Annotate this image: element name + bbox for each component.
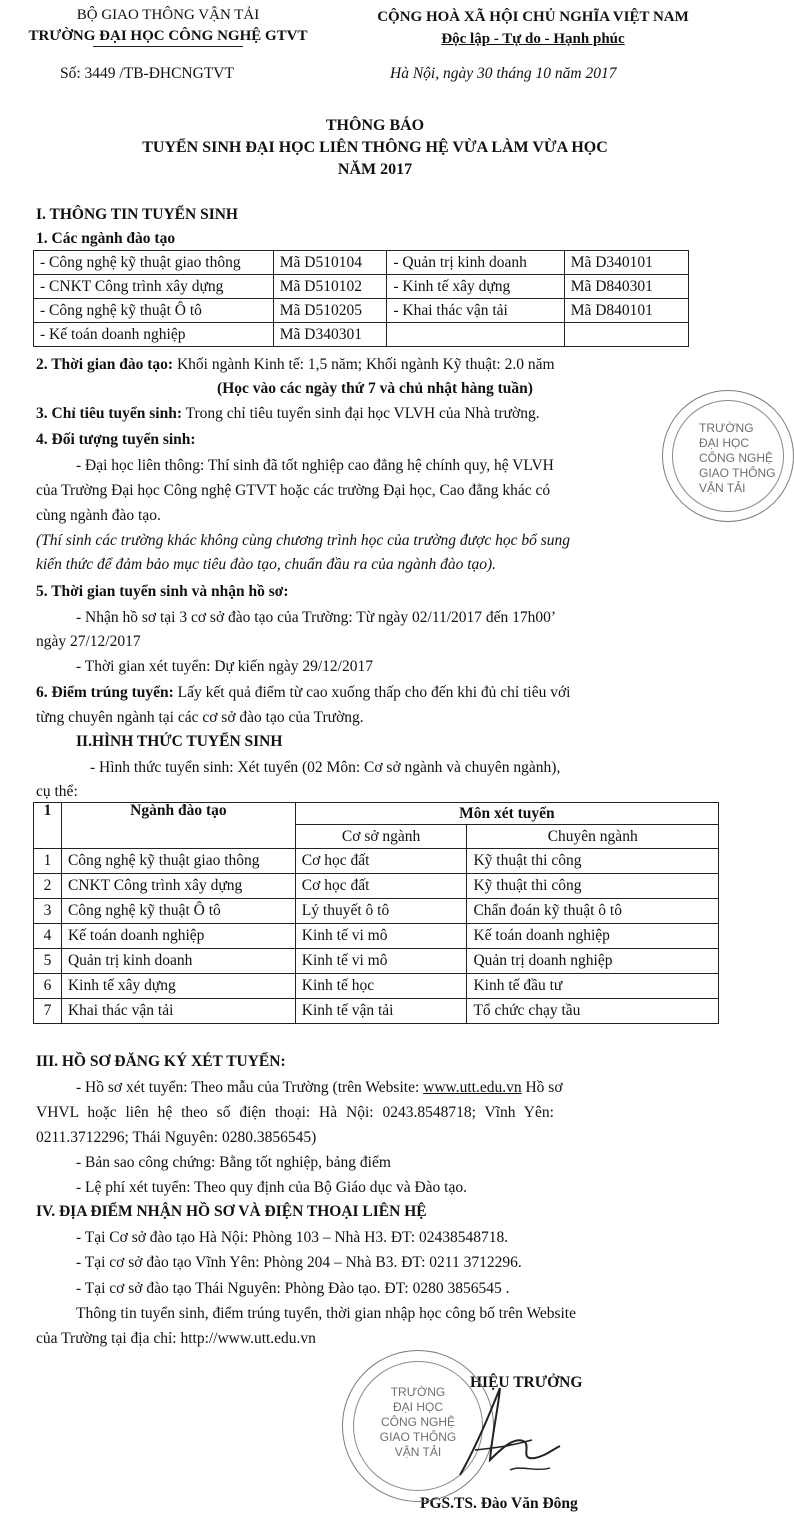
subject-row (34, 874, 719, 899)
section2-heading: II.HÌNH THỨC TUYỂN SINH (76, 733, 283, 750)
row-number: 5 (34, 949, 62, 974)
major-code-cell: Mã D840101 (564, 299, 688, 323)
score (36, 685, 570, 701)
section1-heading: I. THÔNG TIN TUYỂN SINH (36, 206, 238, 223)
school-name: TRƯỜNG ĐẠI HỌC CÔNG NGHỆ GTVT (28, 28, 308, 44)
section3-line1 (76, 1080, 563, 1096)
major-code-cell: Mã D840301 (564, 275, 688, 299)
header-divider (18, 46, 318, 47)
row-number: 2 (34, 874, 62, 899)
period-line3: - Thời gian xét tuyển: Dự kiến ngày 29/12/2017 (76, 658, 373, 675)
row-major: Khai thác vận tải (61, 999, 295, 1024)
row-base-subject: Kinh tế vận tải (295, 999, 467, 1024)
title-line1: THÔNG BÁO (325, 117, 425, 134)
period-line1: - Nhận hồ sơ tại 3 cơ sở đào tạo của Trường: Từ ngày 02/11/2017 đến 17h00’ (76, 609, 557, 626)
major-name-cell (387, 323, 564, 347)
period-label: 5. Thời gian tuyển sinh và nhận hồ sơ: (36, 583, 289, 600)
section4-line3: - Tại cơ sở đào tạo Thái Nguyên: Phòng Đào tạo. ĐT: 0280 3856545 . (76, 1280, 510, 1297)
quota (36, 406, 540, 422)
row-special-subject: Tổ chức chạy tầu (467, 999, 719, 1024)
section3-line1a: - Hồ sơ xét tuyển: Theo mẫu của Trường (trên Website: (76, 1079, 424, 1096)
col-subjects-header: Môn xét tuyển (295, 803, 718, 825)
margin-stamp-line-1: TRƯỜNG (699, 421, 754, 435)
major-code-cell: Mã D340101 (564, 251, 688, 275)
row-number: 6 (34, 974, 62, 999)
row-base-subject: Kinh tế vi mô (295, 949, 467, 974)
col-base-header: Cơ sở ngành (295, 825, 467, 849)
row-major: Kinh tế xây dựng (61, 974, 295, 999)
section3-line5: - Lệ phí xét tuyển: Theo quy định của Bộ Giáo dục và Đào tạo. (76, 1179, 467, 1196)
major-code-cell: Mã D510104 (273, 251, 387, 275)
row-special-subject: Kế toán doanh nghiệp (467, 924, 719, 949)
row-major: CNKT Công trình xây dựng (61, 874, 295, 899)
website-link[interactable]: www.utt.edu.vn (423, 1079, 522, 1096)
major-name-cell: - Khai thác vận tải (387, 299, 564, 323)
major-name-cell: - Công nghệ kỹ thuật Ô tô (34, 299, 274, 323)
stamp-line-2: ĐẠI HỌC (392, 1400, 443, 1414)
section3-line3: 0211.3712296; Thái Nguyên: 0280.3856545) (36, 1129, 317, 1146)
section4-line1: - Tại Cơ sở đào tạo Hà Nội: Phòng 103 – Nhà H3. ĐT: 02438548718. (76, 1229, 509, 1246)
section1-sub1: 1. Các ngành đào tạo (36, 230, 176, 247)
major-code-cell: Mã D510205 (273, 299, 387, 323)
section4-heading: IV. ĐỊA ĐIỂM NHẬN HỒ SƠ VÀ ĐIỆN THOẠI LIÊN HỆ (36, 1203, 427, 1220)
major-code-cell: Mã D510102 (273, 275, 387, 299)
title-line3: NĂM 2017 (337, 161, 413, 178)
subject-row (34, 899, 719, 924)
section2-line2: cụ thể: (36, 783, 78, 800)
section4-line5: của Trường tại địa chỉ: http://www.utt.edu.vn (36, 1330, 316, 1347)
majors-row (34, 275, 689, 299)
training-time-label: 2. Thời gian đào tạo: (36, 356, 174, 373)
subject-row (34, 849, 719, 874)
training-time-note: (Học vào các ngày thứ 7 và chủ nhật hàng tuần) (217, 380, 533, 397)
col-no-header: 1 (34, 803, 62, 849)
majors-row (34, 251, 689, 275)
row-number: 1 (34, 849, 62, 874)
major-name-cell: - Quản trị kinh doanh (387, 251, 564, 275)
margin-stamp (662, 390, 794, 522)
section4-line2: - Tại cơ sở đào tạo Vĩnh Yên: Phòng 204 – Nhà B3. ĐT: 0211 3712296. (76, 1254, 522, 1271)
quota-text: Trong chỉ tiêu tuyển sinh đại học VLVH của Nhà trường. (182, 405, 540, 422)
row-base-subject: Kinh tế vi mô (295, 924, 467, 949)
row-base-subject: Cơ học đất (295, 874, 467, 899)
margin-stamp-line-4: GIAO THÔNG (699, 466, 776, 480)
section3-line2: VHVL hoặc liên hệ theo số điện thoại: Hà Nội: 0243.8548718; Vĩnh Yên: (36, 1104, 554, 1121)
document-number: Số: 3449 /TB-ĐHCNGTVT (60, 65, 234, 82)
majors-row (34, 323, 689, 347)
majors-table (33, 250, 689, 347)
period-line2: ngày 27/12/2017 (36, 633, 141, 650)
row-major: Kế toán doanh nghiệp (61, 924, 295, 949)
major-code-cell: Mã D340301 (273, 323, 387, 347)
row-base-subject: Kinh tế học (295, 974, 467, 999)
row-special-subject: Quản trị doanh nghiệp (467, 949, 719, 974)
republic-name: CỘNG HOÀ XÃ HỘI CHỦ NGHĨA VIỆT NAM (377, 9, 689, 25)
training-time-text: Khối ngành Kinh tế: 1,5 năm; Khối ngành Kỹ thuật: 2.0 năm (173, 356, 555, 373)
target-italic1: (Thí sinh các trường khác không cùng chương trình học của trường được học bổ sung (36, 532, 570, 549)
section4-line4: Thông tin tuyển sinh, điểm trúng tuyển, thời gian nhập học công bố trên Website (76, 1305, 576, 1322)
margin-stamp-line-2: ĐẠI HỌC (699, 436, 750, 450)
document-date: Hà Nội, ngày 30 tháng 10 năm 2017 (390, 65, 617, 82)
margin-stamp-line-5: VẬN TẢI (699, 481, 746, 495)
row-special-subject: Kinh tế đầu tư (467, 974, 719, 999)
stamp-line-1: TRƯỜNG (390, 1385, 446, 1399)
row-special-subject: Kỹ thuật thi công (467, 849, 719, 874)
target-line1: - Đại học liên thông: Thí sinh đã tốt nghiệp cao đẳng hệ chính quy, hệ VLVH (76, 457, 554, 474)
row-major: Công nghệ kỹ thuật giao thông (61, 849, 295, 874)
subject-row (34, 924, 719, 949)
quota-label: 3. Chỉ tiêu tuyển sinh: (36, 405, 182, 422)
target-label: 4. Đối tượng tuyển sinh: (36, 431, 196, 448)
row-base-subject: Cơ học đất (295, 849, 467, 874)
row-special-subject: Chẩn đoán kỹ thuật ô tô (467, 899, 719, 924)
training-time (36, 357, 555, 373)
row-base-subject: Lý thuyết ô tô (295, 899, 467, 924)
row-special-subject: Kỹ thuật thi công (467, 874, 719, 899)
major-name-cell: - CNKT Công trình xây dựng (34, 275, 274, 299)
target-italic2: kiến thức để đảm bảo mục tiêu đào tạo, chuẩn đầu ra của ngành đào tạo). (36, 556, 497, 573)
subject-row (34, 974, 719, 999)
section2-line1: - Hình thức tuyển sinh: Xét tuyển (02 Môn: Cơ sở ngành và chuyên ngành), (90, 759, 561, 776)
stamp-line-5: VẬN TẢI (394, 1445, 442, 1459)
score-label: 6. Điểm trúng tuyển: (36, 684, 174, 701)
target-line2: của Trường Đại học Công nghệ GTVT hoặc các trường Đại học, Cao đẳng khác có (36, 482, 551, 499)
col-major-header: Ngành đào tạo (61, 803, 295, 849)
subjects-table (33, 802, 719, 1024)
motto: Độc lập - Tự do - Hạnh phúc (441, 31, 625, 47)
majors-row (34, 299, 689, 323)
stamp-line-3: CÔNG NGHỆ (380, 1415, 455, 1429)
stamp-line-4: GIAO THÔNG (379, 1430, 457, 1444)
row-number: 4 (34, 924, 62, 949)
subject-row (34, 999, 719, 1024)
section3-heading: III. HỒ SƠ ĐĂNG KÝ XÉT TUYỂN: (36, 1053, 286, 1070)
section3-line1b: Hồ sơ (521, 1079, 563, 1096)
ministry-name: BỘ GIAO THÔNG VẬN TẢI (76, 7, 260, 23)
major-code-cell (564, 323, 688, 347)
col-special-header: Chuyên ngành (467, 825, 719, 849)
row-major: Quản trị kinh doanh (61, 949, 295, 974)
signer-name: PGS.TS. Đào Văn Đông (420, 1495, 578, 1512)
title-line2: TUYỂN SINH ĐẠI HỌC LIÊN THÔNG HỆ VỪA LÀM VỪA HỌC (142, 139, 608, 156)
row-number: 7 (34, 999, 62, 1024)
score-line1: Lấy kết quả điểm từ cao xuống thấp cho đến khi đủ chỉ tiêu với (173, 684, 571, 701)
signer-title: HIỆU TRƯỞNG (470, 1374, 583, 1391)
major-name-cell: - Kế toán doanh nghiệp (34, 323, 274, 347)
subject-row (34, 949, 719, 974)
margin-stamp-line-3: CÔNG NGHỆ (699, 451, 774, 465)
row-number: 3 (34, 899, 62, 924)
section3-line4: - Bản sao công chứng: Bằng tốt nghiệp, bảng điểm (76, 1154, 391, 1171)
row-major: Công nghệ kỹ thuật Ô tô (61, 899, 295, 924)
major-name-cell: - Công nghệ kỹ thuật giao thông (34, 251, 274, 275)
score-line2: từng chuyên ngành tại các cơ sở đào tạo của Trường. (36, 709, 364, 726)
handwritten-signature (440, 1380, 570, 1490)
major-name-cell: - Kinh tế xây dựng (387, 275, 564, 299)
target-line3: cùng ngành đào tạo. (36, 507, 161, 524)
